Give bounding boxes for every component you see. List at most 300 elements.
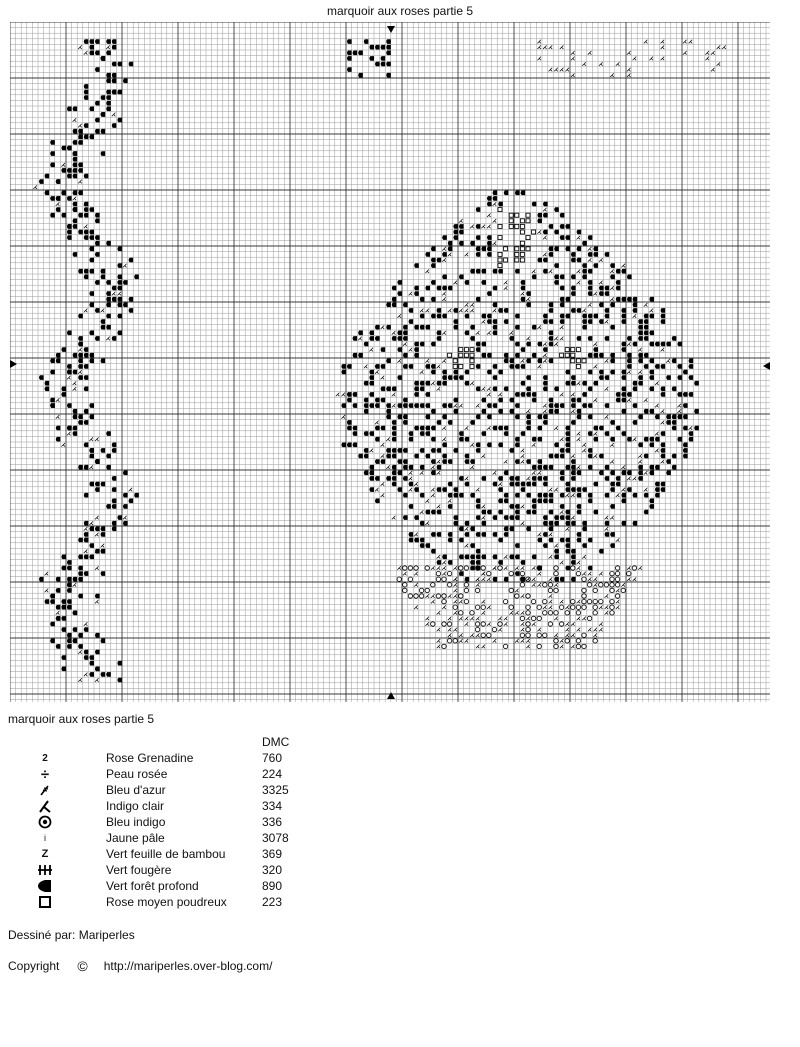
stitch-mark bbox=[381, 454, 385, 458]
stitch-mark bbox=[509, 482, 514, 487]
stitch-mark bbox=[437, 365, 441, 369]
stitch-mark bbox=[638, 325, 643, 330]
stitch-mark bbox=[498, 487, 503, 492]
stitch-mark bbox=[364, 342, 369, 347]
stitch-mark bbox=[661, 57, 665, 61]
stitch-mark bbox=[521, 460, 525, 464]
legend-dmc-code: 334 bbox=[262, 799, 283, 813]
stitch-mark bbox=[543, 605, 547, 609]
stitch-mark bbox=[476, 448, 481, 453]
stitch-mark bbox=[593, 292, 597, 296]
stitch-mark bbox=[470, 560, 475, 565]
stitch-mark bbox=[425, 325, 430, 330]
stitch-mark bbox=[470, 303, 474, 307]
stitch-mark bbox=[95, 487, 100, 492]
stitch-mark bbox=[515, 342, 520, 347]
stitch-mark bbox=[89, 107, 94, 112]
stitch-mark bbox=[442, 375, 447, 380]
stitch-mark bbox=[61, 191, 66, 196]
stitch-mark bbox=[521, 611, 525, 615]
stitch-mark bbox=[571, 549, 576, 554]
stitch-mark bbox=[532, 504, 537, 509]
stitch-mark bbox=[593, 342, 597, 346]
stitch-mark bbox=[95, 280, 100, 285]
stitch-mark bbox=[582, 314, 587, 319]
stitch-mark bbox=[621, 583, 625, 587]
stitch-mark bbox=[89, 235, 94, 240]
stitch-mark bbox=[431, 488, 435, 492]
stitch-mark bbox=[375, 370, 379, 374]
stitch-mark bbox=[465, 622, 469, 626]
stitch-mark bbox=[50, 398, 55, 403]
stitch-mark bbox=[392, 516, 396, 520]
stitch-mark bbox=[526, 247, 530, 251]
stitch-mark bbox=[453, 398, 458, 403]
stitch-mark bbox=[386, 403, 391, 408]
stitch-mark bbox=[117, 90, 122, 95]
stitch-mark bbox=[73, 583, 77, 587]
stitch-mark bbox=[84, 521, 89, 526]
stitch-mark bbox=[610, 443, 614, 447]
stitch-mark bbox=[588, 448, 593, 453]
stitch-mark bbox=[571, 348, 575, 352]
stitch-mark bbox=[392, 465, 397, 470]
stitch-mark bbox=[123, 264, 127, 268]
stitch-mark bbox=[364, 39, 369, 44]
stitch-mark bbox=[588, 235, 593, 240]
stitch-mark bbox=[610, 588, 614, 592]
stitch-mark bbox=[621, 264, 625, 268]
stitch-mark bbox=[481, 409, 486, 414]
stitch-mark bbox=[616, 476, 621, 481]
stitch-mark bbox=[571, 291, 576, 296]
stitch-mark bbox=[576, 359, 580, 363]
stitch-mark bbox=[67, 168, 72, 173]
stitch-mark bbox=[420, 431, 425, 436]
stitch-mark bbox=[605, 286, 610, 291]
legend-color-name: Bleu d'azur bbox=[106, 783, 166, 797]
stitch-mark bbox=[638, 443, 643, 448]
stitch-mark bbox=[560, 275, 565, 280]
stitch-mark bbox=[78, 465, 83, 470]
stitch-mark bbox=[403, 336, 408, 341]
stitch-mark bbox=[487, 605, 491, 609]
stitch-mark bbox=[369, 331, 374, 336]
stitch-mark bbox=[364, 471, 369, 476]
stitch-mark bbox=[605, 320, 609, 324]
stitch-mark bbox=[543, 493, 548, 498]
stitch-mark bbox=[117, 303, 122, 308]
stitch-mark bbox=[89, 672, 94, 677]
stitch-mark bbox=[476, 364, 481, 369]
stitch-mark bbox=[498, 409, 503, 414]
stitch-mark bbox=[509, 515, 514, 520]
stitch-mark bbox=[633, 437, 637, 441]
stitch-mark bbox=[347, 420, 352, 425]
stitch-mark bbox=[73, 431, 78, 436]
stitch-mark bbox=[78, 415, 83, 420]
stitch-mark bbox=[453, 515, 458, 520]
stitch-mark bbox=[347, 392, 352, 397]
stitch-mark bbox=[503, 599, 507, 603]
stitch-mark bbox=[593, 437, 598, 442]
stitch-mark bbox=[610, 303, 615, 308]
stitch-mark bbox=[481, 532, 486, 537]
stitch-mark bbox=[526, 409, 530, 413]
stitch-mark bbox=[627, 336, 632, 341]
stitch-mark bbox=[84, 549, 88, 553]
stitch-mark bbox=[386, 409, 391, 414]
stitch-mark bbox=[123, 504, 128, 509]
stitch-mark bbox=[67, 230, 72, 235]
stitch-mark bbox=[515, 364, 520, 369]
stitch-mark bbox=[543, 253, 547, 257]
stitch-mark bbox=[39, 577, 44, 582]
stitch-mark bbox=[560, 325, 564, 329]
stitch-mark bbox=[481, 566, 485, 570]
stitch-mark bbox=[89, 359, 94, 364]
stitch-mark bbox=[605, 252, 610, 257]
legend-dmc-code: 890 bbox=[262, 879, 283, 893]
stitch-mark bbox=[425, 566, 429, 570]
stitch-mark bbox=[481, 622, 485, 626]
stitch-mark bbox=[520, 616, 524, 620]
stitch-mark bbox=[649, 465, 654, 470]
stitch-mark bbox=[493, 364, 498, 369]
stitch-mark bbox=[571, 403, 576, 408]
stitch-mark bbox=[509, 555, 514, 560]
stitch-mark bbox=[521, 286, 526, 291]
stitch-mark bbox=[504, 471, 509, 476]
stitch-mark bbox=[78, 191, 83, 196]
stitch-mark bbox=[605, 476, 610, 481]
stitch-mark bbox=[56, 605, 61, 610]
stitch-mark bbox=[638, 415, 643, 420]
stitch-mark bbox=[504, 191, 509, 196]
stitch-mark bbox=[101, 56, 106, 61]
stitch-mark bbox=[565, 487, 570, 492]
stitch-mark bbox=[437, 487, 442, 492]
stitch-mark bbox=[476, 207, 481, 212]
stitch-mark bbox=[437, 465, 442, 470]
copyright-line bbox=[8, 958, 272, 974]
stitch-mark bbox=[677, 437, 682, 442]
stitch-mark bbox=[599, 471, 604, 476]
stitch-mark bbox=[599, 599, 603, 603]
stitch-mark bbox=[117, 297, 122, 302]
stitch-mark bbox=[577, 415, 582, 420]
stitch-mark bbox=[549, 224, 554, 229]
stitch-mark bbox=[431, 493, 435, 497]
stitch-mark bbox=[588, 370, 593, 375]
stitch-mark bbox=[414, 392, 419, 397]
stitch-mark bbox=[78, 180, 82, 184]
stitch-mark bbox=[78, 342, 83, 347]
stitch-mark bbox=[403, 465, 408, 470]
stitch-mark bbox=[537, 230, 541, 234]
stitch-mark bbox=[392, 297, 397, 302]
stitch-mark bbox=[78, 571, 83, 576]
stitch-mark bbox=[465, 253, 469, 257]
stitch-mark bbox=[559, 622, 563, 626]
stitch-mark bbox=[353, 51, 358, 56]
stitch-mark bbox=[453, 628, 457, 632]
stitch-mark bbox=[666, 375, 671, 380]
stitch-mark bbox=[577, 258, 582, 263]
stitch-mark bbox=[588, 353, 593, 358]
stitch-mark bbox=[123, 521, 128, 526]
stitch-mark bbox=[543, 404, 547, 408]
stitch-mark bbox=[481, 342, 486, 347]
stitch-mark bbox=[448, 499, 452, 503]
stitch-mark bbox=[106, 101, 111, 106]
stitch-mark bbox=[95, 129, 100, 134]
stitch-mark bbox=[73, 252, 78, 257]
stitch-mark bbox=[476, 645, 480, 649]
stitch-mark bbox=[666, 342, 671, 347]
stitch-mark bbox=[577, 269, 581, 273]
stitch-mark bbox=[504, 499, 509, 504]
stitch-mark bbox=[89, 655, 94, 660]
stitch-mark bbox=[101, 319, 106, 324]
stitch-mark bbox=[599, 353, 604, 358]
stitch-mark bbox=[470, 309, 474, 313]
stitch-mark bbox=[532, 443, 536, 447]
stitch-mark bbox=[588, 628, 592, 632]
stitch-mark bbox=[610, 325, 615, 330]
stitch-mark bbox=[442, 566, 446, 570]
stitch-mark bbox=[481, 516, 485, 520]
stitch-mark bbox=[67, 364, 72, 369]
stitch-mark bbox=[526, 387, 531, 392]
stitch-mark bbox=[554, 555, 559, 560]
stitch-mark bbox=[621, 370, 626, 375]
stitch-mark bbox=[453, 370, 458, 375]
stitch-mark bbox=[459, 375, 464, 380]
stitch-mark bbox=[84, 51, 88, 55]
stitch-mark bbox=[627, 359, 632, 364]
stitch-mark bbox=[67, 577, 72, 582]
stitch-mark bbox=[420, 493, 425, 498]
stitch-mark bbox=[515, 515, 520, 520]
stitch-mark bbox=[599, 628, 603, 632]
stitch-mark bbox=[560, 319, 565, 324]
stitch-mark bbox=[633, 577, 637, 581]
stitch-mark bbox=[476, 387, 481, 392]
stitch-mark bbox=[554, 230, 559, 235]
stitch-mark bbox=[459, 364, 463, 368]
stitch-mark bbox=[504, 577, 509, 582]
stitch-mark bbox=[582, 599, 586, 603]
stitch-mark bbox=[515, 589, 519, 593]
stitch-mark bbox=[537, 213, 542, 218]
stitch-mark bbox=[498, 258, 502, 262]
stitch-mark bbox=[392, 448, 397, 453]
stitch-mark bbox=[543, 499, 548, 504]
stitch-mark bbox=[470, 566, 475, 571]
stitch-mark bbox=[504, 426, 509, 431]
stitch-mark bbox=[425, 510, 430, 515]
stitch-mark bbox=[381, 62, 386, 67]
stitch-mark bbox=[73, 381, 77, 385]
stitch-mark bbox=[84, 135, 89, 140]
stitch-mark bbox=[537, 572, 541, 576]
division-symbol-icon: ÷ bbox=[40, 765, 50, 783]
stitch-mark bbox=[470, 269, 475, 274]
stitch-mark bbox=[95, 118, 100, 123]
stitch-mark bbox=[582, 449, 586, 453]
stitch-mark bbox=[437, 560, 442, 565]
stitch-mark bbox=[84, 95, 89, 100]
stitch-mark bbox=[84, 375, 89, 380]
stitch-mark bbox=[644, 40, 648, 44]
stitch-mark bbox=[403, 364, 408, 369]
stitch-mark bbox=[442, 314, 447, 319]
stitch-mark bbox=[532, 325, 537, 330]
stitch-mark bbox=[666, 359, 670, 363]
stitch-mark bbox=[532, 499, 537, 504]
stitch-mark bbox=[565, 549, 570, 554]
stitch-mark bbox=[638, 359, 643, 364]
stitch-mark bbox=[571, 375, 576, 380]
stitch-mark bbox=[403, 476, 408, 481]
stitch-mark bbox=[633, 308, 638, 313]
stitch-mark bbox=[56, 616, 61, 621]
stitch-mark bbox=[666, 459, 671, 464]
stitch-mark bbox=[442, 359, 446, 363]
stitch-mark bbox=[492, 627, 496, 631]
stitch-mark bbox=[78, 420, 83, 425]
stitch-mark bbox=[633, 403, 638, 408]
stitch-mark bbox=[465, 555, 470, 560]
stitch-mark bbox=[459, 219, 463, 223]
stitch-mark bbox=[420, 309, 424, 313]
stitch-mark bbox=[599, 454, 604, 459]
stitch-mark bbox=[475, 605, 479, 609]
stitch-mark bbox=[448, 532, 453, 537]
stitch-mark bbox=[459, 404, 463, 408]
stitch-mark bbox=[638, 471, 643, 476]
stitch-mark bbox=[129, 308, 134, 313]
stitch-mark bbox=[78, 594, 83, 599]
stitch-mark bbox=[420, 426, 425, 431]
stitch-mark bbox=[437, 308, 442, 313]
stitch-mark bbox=[526, 622, 530, 626]
stitch-mark bbox=[481, 269, 486, 274]
stitch-mark bbox=[431, 594, 435, 598]
stitch-mark bbox=[515, 213, 519, 217]
legend-dmc-code: 760 bbox=[262, 751, 283, 765]
stitch-mark bbox=[593, 252, 598, 257]
stitch-mark bbox=[89, 247, 94, 252]
stitch-mark bbox=[593, 583, 597, 587]
stitch-mark bbox=[341, 403, 346, 408]
stitch-mark bbox=[582, 521, 587, 526]
stitch-mark bbox=[481, 398, 486, 403]
stitch-mark bbox=[106, 297, 111, 302]
stitch-mark bbox=[61, 347, 66, 352]
stitch-mark bbox=[644, 488, 648, 492]
stitch-mark bbox=[106, 325, 111, 330]
stitch-mark bbox=[560, 337, 564, 341]
stitch-mark bbox=[414, 605, 418, 609]
stitch-mark bbox=[509, 476, 514, 481]
stitch-mark bbox=[403, 342, 407, 346]
stitch-mark bbox=[89, 291, 94, 296]
stitch-mark bbox=[638, 375, 643, 380]
stitch-mark bbox=[515, 269, 520, 274]
stitch-mark bbox=[459, 437, 464, 442]
legend-color-name: Rose moyen poudreux bbox=[106, 895, 227, 909]
stitch-mark bbox=[549, 45, 553, 49]
stitch-mark bbox=[475, 627, 479, 631]
stitch-mark bbox=[403, 420, 408, 425]
stitch-mark bbox=[409, 465, 414, 470]
stitch-mark bbox=[661, 392, 666, 397]
stitch-mark bbox=[616, 605, 620, 609]
stitch-mark bbox=[521, 487, 526, 492]
stitch-mark bbox=[717, 62, 721, 66]
stitch-mark bbox=[521, 505, 525, 509]
stitch-mark bbox=[341, 393, 345, 397]
stitch-mark bbox=[437, 381, 442, 386]
stitch-mark bbox=[537, 616, 541, 620]
stitch-mark bbox=[532, 202, 537, 207]
stitch-mark bbox=[459, 241, 464, 246]
stitch-mark bbox=[677, 409, 681, 413]
stitch-mark bbox=[672, 415, 677, 420]
stitch-mark bbox=[543, 465, 548, 470]
stitch-mark bbox=[45, 381, 50, 386]
stitch-mark bbox=[554, 544, 558, 548]
stitch-mark bbox=[587, 616, 591, 620]
stitch-mark bbox=[605, 611, 609, 615]
blog-url-link[interactable]: http://mariperles.over-blog.com/ bbox=[103, 959, 273, 973]
cross-stitch-grid bbox=[10, 22, 770, 702]
stitch-mark bbox=[84, 527, 88, 531]
stitch-mark bbox=[605, 415, 609, 419]
stitch-mark bbox=[526, 611, 530, 615]
stitch-mark bbox=[644, 510, 649, 515]
stitch-mark bbox=[442, 297, 446, 301]
stitch-mark bbox=[588, 303, 592, 307]
stitch-mark bbox=[610, 286, 614, 290]
stitch-mark bbox=[560, 515, 565, 520]
stitch-mark bbox=[565, 353, 569, 357]
stitch-mark bbox=[448, 241, 453, 246]
stitch-mark bbox=[78, 129, 83, 134]
stitch-mark bbox=[560, 600, 564, 604]
stitch-mark bbox=[616, 280, 621, 285]
stitch-mark bbox=[498, 510, 503, 515]
stitch-mark bbox=[112, 487, 117, 492]
stitch-mark bbox=[521, 566, 525, 570]
stitch-mark bbox=[532, 230, 536, 234]
stitch-mark bbox=[101, 269, 106, 274]
stitch-mark bbox=[711, 51, 715, 55]
stitch-mark bbox=[509, 605, 513, 609]
stitch-mark bbox=[560, 68, 564, 72]
stitch-mark bbox=[425, 252, 430, 257]
stitch-mark bbox=[56, 207, 61, 212]
stitch-mark bbox=[588, 319, 593, 324]
stitch-mark bbox=[649, 499, 654, 504]
stitch-mark bbox=[504, 308, 509, 313]
stitch-mark bbox=[582, 263, 587, 268]
stitch-mark bbox=[627, 487, 632, 492]
stitch-mark bbox=[549, 336, 554, 341]
stitch-mark bbox=[89, 415, 94, 420]
